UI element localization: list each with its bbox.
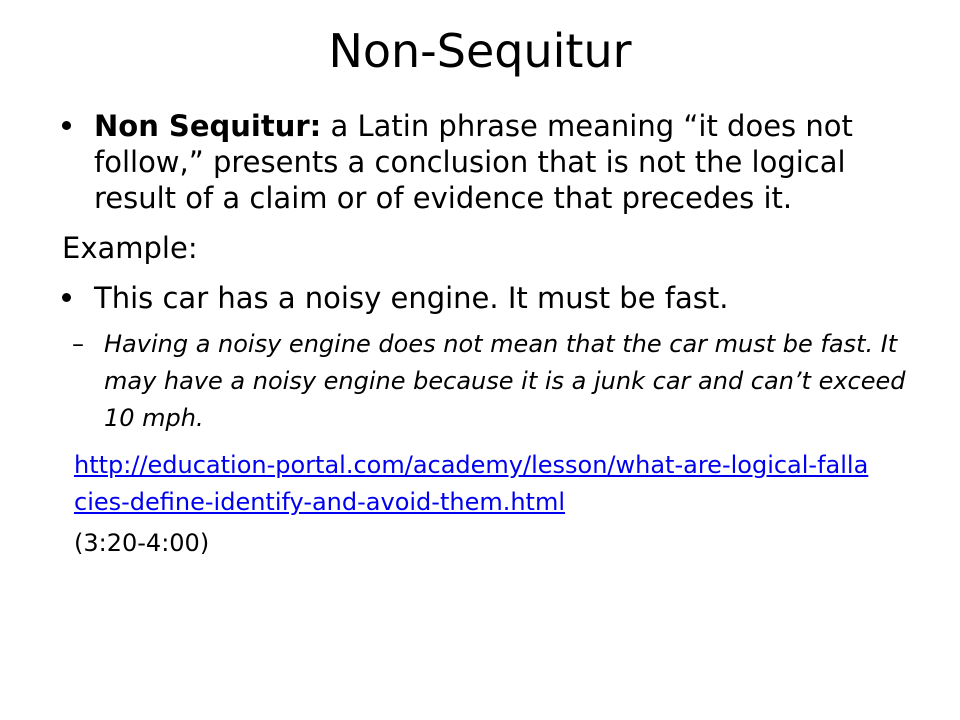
- bullet-item-definition: [62, 108, 912, 216]
- definition-term: Non Sequitur:: [94, 109, 322, 143]
- definition-body: a Latin phrase meaning “it does not follow,” presents a conclusion that is not the logical result of a claim or of evidence that precedes it.: [94, 109, 853, 215]
- slide-body: [62, 108, 912, 562]
- bullet-item-example: [62, 280, 912, 316]
- definition-text: [94, 109, 853, 215]
- explanation-text: Having a noisy engine does not mean that the car must be fast. It may have a noisy engine because it is a junk car and can’t exceed 10 mph.: [104, 330, 906, 432]
- source-link[interactable]: http://education-portal.com/academy/lesson/what-are-logical-fallacies-define-identify-and-avoid-them.html: [74, 451, 869, 516]
- time-range: (3:20-4:00): [74, 529, 210, 557]
- sub-item-explanation: [72, 326, 912, 437]
- sub-bullet-dash: –: [72, 330, 84, 358]
- slide-title: Non-Sequitur: [328, 24, 632, 78]
- example-label: Example:: [62, 231, 198, 265]
- example-text: This car has a noisy engine. It must be fast.: [94, 281, 729, 315]
